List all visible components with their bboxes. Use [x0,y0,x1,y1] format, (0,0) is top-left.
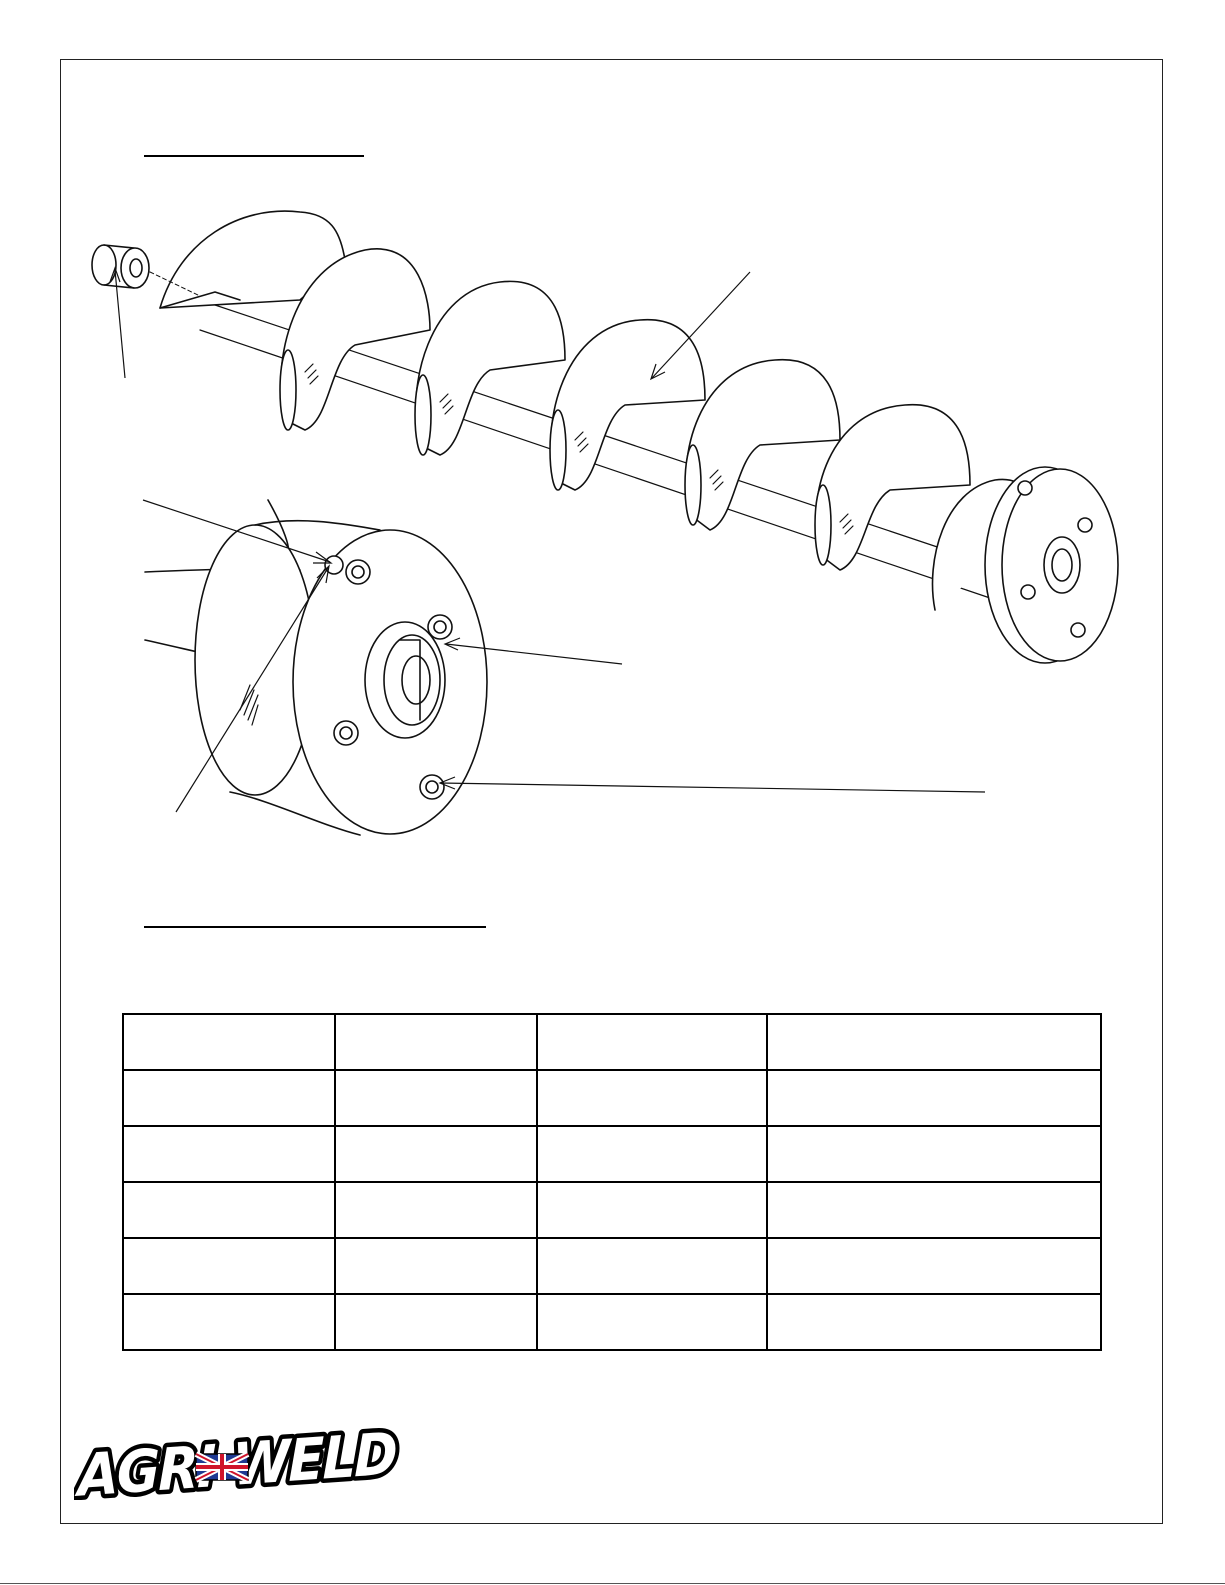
table-cell [767,1294,1101,1350]
table-header-cell [335,1014,537,1070]
section-heading-rule [144,926,486,928]
table-cell [335,1182,537,1238]
table-header-cell [123,1014,335,1070]
nut-icon [428,615,452,639]
table-cell [767,1070,1101,1126]
table-cell [537,1238,766,1294]
table-cell [537,1182,766,1238]
agri-weld-logo [74,1418,404,1500]
bolt-icon [1078,518,1092,532]
table-header-cell [537,1014,766,1070]
table-row [123,1294,1101,1350]
union-flag-icon [196,1454,248,1480]
table-cell [123,1182,335,1238]
table-cell [335,1126,537,1182]
table-cell [123,1070,335,1126]
table-header-row [123,1014,1101,1070]
nut-icon [420,775,444,799]
leader-line-bush [110,268,125,378]
page-bottom-rule [0,1583,1225,1584]
parts-list-table [122,1013,1102,1351]
bolt-icon [1021,585,1035,599]
table-cell [537,1070,766,1126]
table-row [123,1182,1101,1238]
table-cell [335,1294,537,1350]
table-cell [537,1126,766,1182]
table-cell [335,1070,537,1126]
nut-icon [334,721,358,745]
table-header-cell [767,1014,1101,1070]
table-cell [123,1238,335,1294]
bolt-icon [1018,481,1032,495]
table-row [123,1070,1101,1126]
table-cell [767,1238,1101,1294]
table-row [123,1238,1101,1294]
table-cell [123,1126,335,1182]
table-cell [767,1126,1101,1182]
table-cell [335,1238,537,1294]
nut-icon [346,560,370,584]
bolt-icon [1071,623,1085,637]
table-cell [537,1294,766,1350]
leader-line-bolt [440,777,985,792]
table-row [123,1126,1101,1182]
table-cell [767,1182,1101,1238]
table-cell [123,1294,335,1350]
